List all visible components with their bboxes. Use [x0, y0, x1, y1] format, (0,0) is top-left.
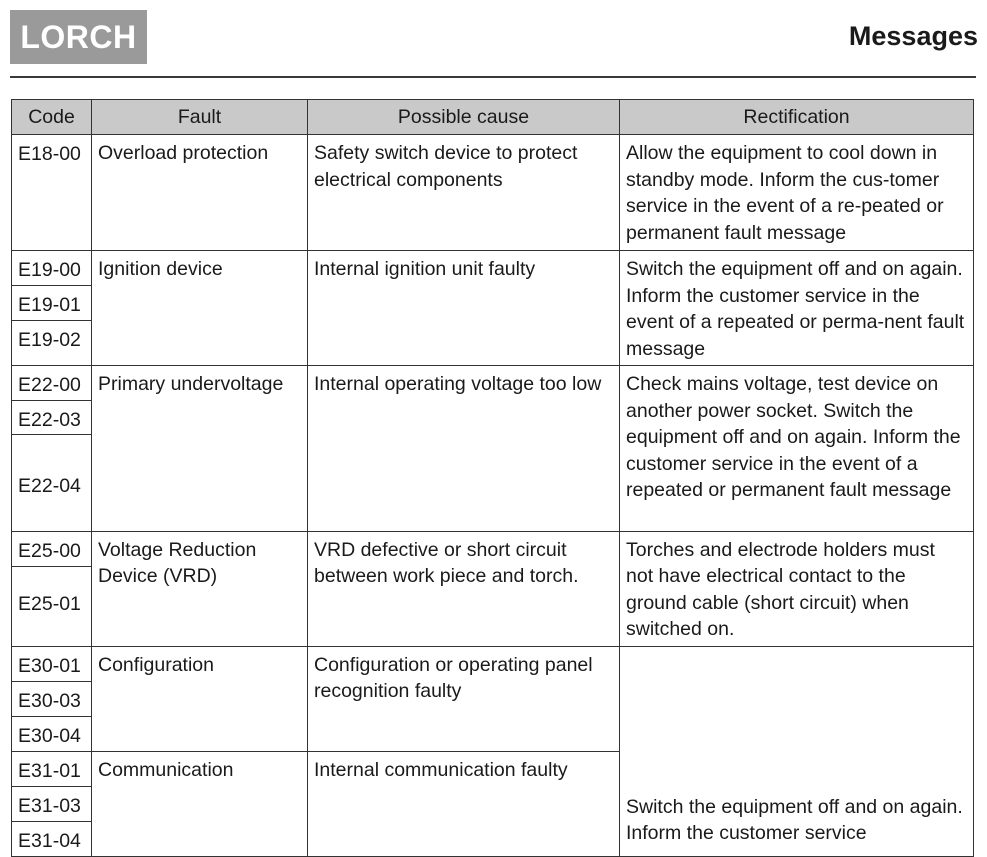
fault-cell: Primary undervoltage: [92, 366, 308, 532]
cause-cell: VRD defective or short circuit between work piece and torch.: [308, 531, 620, 646]
table-row: [12, 135, 974, 251]
rectification-cell: Allow the equipment to cool down in standby mode. Inform the cus-tomer service in the event of a re-peated or permanent fault message: [620, 135, 974, 251]
error-code: E31-01: [12, 751, 92, 786]
messages-table: [11, 99, 974, 857]
error-code: E22-04: [12, 434, 92, 531]
fault-cell: Communication: [92, 751, 308, 856]
error-code: E31-04: [12, 821, 92, 856]
rectification-cell: Torches and electrode holders must not have electrical contact to the ground cable (short circuit) when switched on.: [620, 531, 974, 646]
cause-cell: Safety switch device to protect electrical components: [308, 135, 620, 251]
error-code: E22-00: [12, 366, 92, 401]
error-code: E19-02: [12, 321, 92, 366]
error-code: E30-01: [12, 646, 92, 681]
table-row: [12, 531, 974, 566]
column-header-fault: Fault: [92, 100, 308, 135]
rectification-cell: Check mains voltage, test device on another power socket. Switch the equipment off and on again. Inform the customer service in the event of a repeated or permanent fault message: [620, 366, 974, 532]
error-code: E22-03: [12, 401, 92, 435]
error-code: E30-04: [12, 716, 92, 751]
error-code: E31-03: [12, 786, 92, 821]
error-code: E19-01: [12, 286, 92, 321]
table-header-row: [12, 100, 974, 135]
header-divider: [10, 76, 976, 78]
column-header-rectification: Rectification: [620, 100, 974, 135]
table-row: [12, 251, 974, 286]
error-code: E25-00: [12, 531, 92, 566]
column-header-cause: Possible cause: [308, 100, 620, 135]
fault-cell: Ignition device: [92, 251, 308, 366]
fault-cell: Overload protection: [92, 135, 308, 251]
error-code: E30-03: [12, 681, 92, 716]
error-code: E19-00: [12, 251, 92, 286]
fault-cell: Voltage Reduction Device (VRD): [92, 531, 308, 646]
page-title: Messages: [848, 21, 978, 51]
lorch-logo: LORCH: [10, 10, 147, 64]
table-row: [12, 646, 974, 681]
cause-cell: Internal operating voltage too low: [308, 366, 620, 532]
cause-cell: Internal ignition unit faulty: [308, 251, 620, 366]
column-header-code: Code: [12, 100, 92, 135]
rectification-cell: Switch the equipment off and on again. Inform the customer service: [620, 646, 974, 856]
cause-cell: Internal communication faulty: [308, 751, 620, 856]
error-code: E18-00: [12, 135, 92, 251]
cause-cell: Configuration or operating panel recognition faulty: [308, 646, 620, 751]
error-code: E25-01: [12, 566, 92, 646]
rectification-cell: Switch the equipment off and on again. Inform the customer service in the event of a repeated or perma-nent fault message: [620, 251, 974, 366]
fault-cell: Configuration: [92, 646, 308, 751]
table-row: [12, 366, 974, 401]
